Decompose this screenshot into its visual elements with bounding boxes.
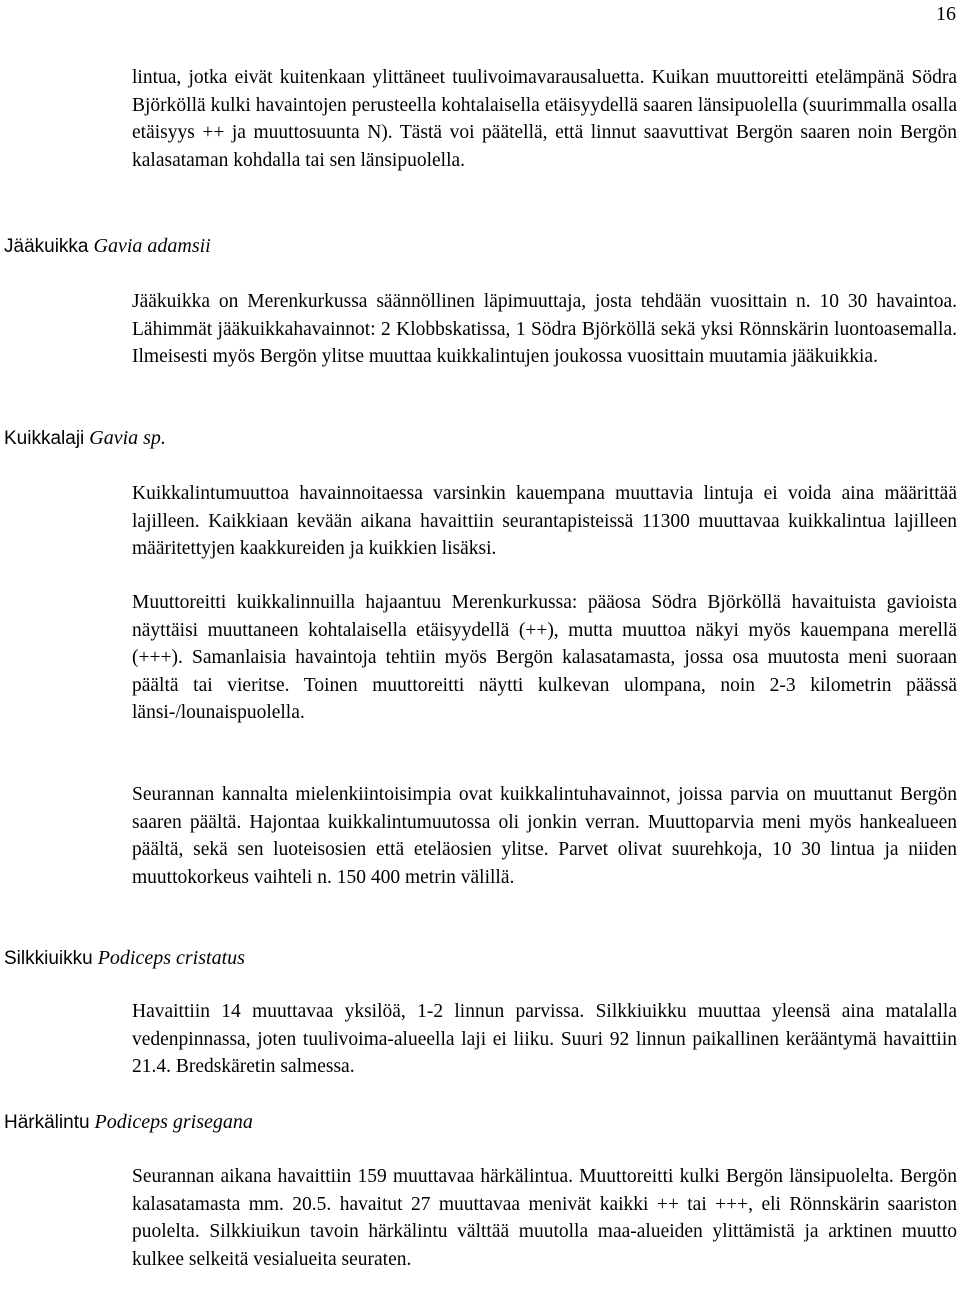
scientific-name: Gavia sp. xyxy=(89,427,166,449)
common-name: Jääkuikka xyxy=(4,236,89,257)
section-heading-silkkiuikku xyxy=(4,945,245,972)
scientific-name: Podiceps grisegana xyxy=(94,1111,253,1133)
page-number: 16 xyxy=(936,3,956,25)
section-heading-harkalintu xyxy=(4,1109,253,1136)
scientific-name: Podiceps cristatus xyxy=(97,947,245,969)
common-name: Silkkiuikku xyxy=(4,948,93,969)
section-paragraph: Havaittiin 14 muuttavaa yksilöä, 1-2 linnun parvissa. Silkkiuikku muuttaa yleensä aina matalalla vedenpinnassa, joten tuulivoima-alueella laji ei liiku. Suuri 92 linnun paikallinen kerääntymä havaittiin 21.4. Bredskäretin salmessa. xyxy=(132,1001,957,1078)
scientific-name: Gavia adamsii xyxy=(93,235,211,257)
intro-paragraph: lintua, jotka eivät kuitenkaan ylittäneet tuulivoimavarausaluetta. Kuikan muuttoreitti etelämpänä Södra Björköllä kulki havaintojen perusteella kohtalaisella etäisyydellä saaren länsipuolella (suurimmalla osalla etäisyys ++ ja muuttosuunta N). Tästä voi päätellä, että linnut saavuttivat Bergön saaren noin Bergön kalasataman kohdalla tai sen länsipuolella. xyxy=(132,67,957,171)
section-paragraph: Kuikkalintumuuttoa havainnoitaessa varsinkin kauempana muuttavia lintuja ei voida aina määrittää lajilleen. Kaikkiaan kevään aikana havaittiin seurantapisteissä 11300 muuttavaa kuikkalintua lajilleen määritettyjen kaakkureiden ja kuikkien lisäksi. xyxy=(132,483,957,560)
common-name: Härkälintu xyxy=(4,1112,90,1133)
section-paragraph: Jääkuikka on Merenkurkussa säännöllinen läpimuuttaja, josta tehdään vuosittain n. 10 30 havaintoa. Lähimmät jääkuikkahavainnot: 2 Klobbskatissa, 1 Södra Björköllä sekä yksi Rönnskärin luontoasemalla. Ilmeisesti myös Bergön ylitse muuttaa kuikkalintujen joukossa vuosittain muutamia jääkuikkia. xyxy=(132,291,957,368)
section-heading-kuikkalaji xyxy=(4,425,166,452)
common-name: Kuikkalaji xyxy=(4,428,85,449)
section-paragraph: Seurannan kannalta mielenkiintoisimpia ovat kuikkalintuhavainnot, joissa parvia on muuttanut Bergön saaren päältä. Hajontaa kuikkalintumuutossa oli jonkin verran. Muuttoparvia meni myös hankealueen päältä, sekä sen luoteisosien että eteläosien ylitse. Parvet olivat suurehkoja, 10 30 lintua ja niiden muuttokorkeus vaihteli n. 150 400 metrin välillä. xyxy=(132,784,957,888)
section-paragraph: Muuttoreitti kuikkalinnuilla hajaantuu Merenkurkussa: pääosa Södra Björköllä havaituista gavioista näyttäisi muuttaneen kohtalaisella etäisyydellä (++), mutta muuttoa näkyi myös kauempana merellä (+++). Samanlaisia havaintoja tehtiin myös Bergön kalasatamasta, jossa osa muutosta meni suoraan päältä tai vieritse. Toinen muuttoreitti näytti kulkevan ulompana, noin 2-3 kilometrin päässä länsi-/lounaispuolella. xyxy=(132,592,957,724)
section-heading-jaakuikka xyxy=(4,233,211,260)
section-paragraph: Seurannan aikana havaittiin 159 muuttavaa härkälintua. Muuttoreitti kulki Bergön länsipuolelta. Bergön kalasatamasta mm. 20.5. havaitut 27 muuttavaa menivät kaikki ++ tai +++, eli Rönnskärin saariston puolelta. Silkkiuikun tavoin härkälintu välttää muutolla maa-alueiden ylittämistä ja arktinen muutto kulkee selkeitä vesialueita seuraten. xyxy=(132,1166,957,1270)
